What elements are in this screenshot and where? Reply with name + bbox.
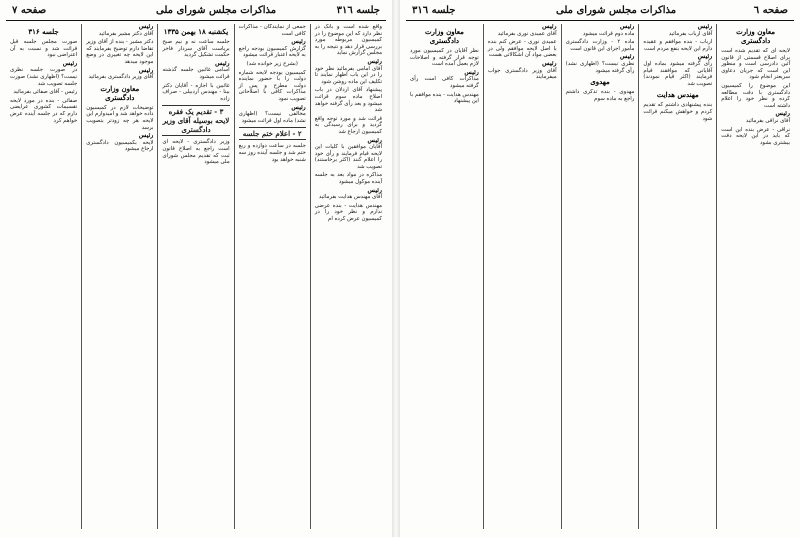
left-page [0, 0, 392, 537]
paragraph: آقای وزیر دادگستری جواب میفرمایند [487, 67, 557, 81]
right-session-label: جلسه ٣١٦ [412, 5, 456, 16]
paragraph: توضیحات لازم در کمیسیون داده خواهد شد و امیدوارم این لایحه هر چه زودتر بتصویب برسد [86, 104, 154, 131]
speaker-name: رئیس [367, 57, 382, 65]
section-heading: معاون وزارت دادگستری [100, 83, 140, 102]
paragraph: مهندس هدایت - بنده موافقم با این پیشنهاد [410, 91, 479, 105]
text-column [716, 24, 794, 529]
text-column [638, 24, 716, 529]
paragraph: صورت مجلس جلسه قبل قرائت شد و نسبت به آن اعتراضی نبود [9, 39, 78, 59]
section-heading: معاون وزارت دادگستری [736, 27, 776, 45]
paragraph: آقای وزیر دادگستری بفرمائید [88, 74, 154, 81]
text-column [157, 24, 233, 529]
paragraph: نظری نیست؟ (اظهاری نشد) رأی گرفته میشود [565, 60, 635, 74]
speaker-name: رئیس [62, 59, 78, 67]
speaker-name: رئیس [138, 132, 154, 140]
agenda-heading: ۳ - تقدیم یک فقره لایحه بوسیله آقای وزیر دادگستری [162, 107, 230, 135]
agenda-heading: ۲ - اعلام ختم جلسه [239, 127, 306, 140]
page-gutter [392, 0, 400, 537]
paragraph: اسامی غائبین جلسه گذشته قرائت میشود [162, 67, 230, 80]
paragraph: در صورت جلسه نظری نیست؟ (اظهاری نشد) صورت جلسه تصویب شد [9, 67, 78, 87]
right-columns [406, 24, 794, 529]
paragraph: مهندس هدایت - بنده عرضی ندارم و نظر خود را در کمیسیون عرض کرده ام [314, 202, 382, 223]
paragraph: مذاکرات کافی است رأی گرفته میشود [410, 76, 479, 89]
right-header-title: مذاکرات مجلس شورای ملی [556, 5, 677, 16]
paragraph: آقای نراقی بفرمائید [745, 117, 790, 124]
text-column [483, 24, 561, 529]
paragraph: مذاکره در مواد بعد به جلسه آینده موکول میشود [314, 172, 382, 186]
speaker-name: رئیس [291, 38, 306, 46]
paragraph: جلسه در ساعت دوازده و ربع ختم شد و جلسه آینده روز سه شنبه خواهد بود [238, 143, 306, 163]
right-running-head [406, 4, 794, 21]
paragraph: مخالفی نیست؟ (اظهاری نشد) ماده اول قرائت میشود [238, 111, 306, 124]
paragraph: آقای مهندس هدایت بفرمائید [318, 194, 382, 201]
speaker-name: رئیس [367, 186, 382, 194]
section-heading: معاون وزارت دادگستری [424, 27, 464, 45]
speaker-name: رئیس [291, 103, 306, 111]
left-columns [6, 24, 386, 529]
speaker-name: رئیس [619, 53, 635, 61]
paragraph: قرائت شد و مورد توجه واقع گردید و برای رسیدگی به کمیسیون ارجاع شد [314, 115, 382, 135]
speaker-name: رئیس [542, 59, 557, 67]
paragraph: آقای ارباب بفرمائید [668, 30, 713, 37]
speaker-name: رئیس [138, 24, 154, 30]
section-heading: یکشنبه ۱۸ بهمن ۱۳۳۵ [163, 27, 229, 36]
paragraph: جلسه ساعت نه و نیم صبح بریاست آقای سردار فاخر حکمت تشکیل گردید [162, 39, 230, 59]
paragraph: آقایان موافقین با کلیات این لایحه قیام فرمایند و رأی خود را اعلام کنند (اکثر برخاستند) تصویب شد [314, 144, 382, 170]
speaker-name: رئیس [464, 68, 479, 76]
paragraph: ارباب - بنده موافقم و عقیده دارم این لایحه بنفع مردم است [643, 39, 713, 52]
section-heading: جلسه ۳۱۶ [28, 27, 59, 36]
left-page-label: صفحه ٧ [12, 5, 47, 16]
text-column [561, 24, 639, 529]
text-column [310, 24, 386, 529]
paragraph: لایحه بکمیسیون دادگستری ارجاع میشود [86, 139, 154, 153]
speaker-name: رئیس [697, 24, 713, 30]
speaker-name: رئیس [542, 24, 557, 30]
paragraph: آقای امامی بفرمائید نظر خود را در این باب اظهار نمایند تا تکلیف این ماده روشن شود [314, 65, 382, 85]
right-page-label: صفحه ٦ [753, 5, 788, 16]
speaker-name: رئیس [775, 110, 790, 118]
paragraph: لایحه ای که تقدیم شده است برای اصلاح قسمتی از قانون آئین دادرسی است و منظور این است که جریان دعاوی سریعتر انجام شود [721, 48, 790, 81]
parenthetical-note: (بشرح زیر خوانده شد) [246, 60, 298, 67]
text-column [406, 24, 483, 529]
text-column [6, 24, 81, 529]
paragraph: عمیدی نوری - عرض کنم بنده با اصل لایحه موافقم ولی در بعضی مواد آن اشکالاتی هست [487, 39, 557, 59]
paragraph: ماده دوم قرائت میشود [582, 30, 635, 37]
paragraph: ماده ۲ - وزارت دادگستری مأمور اجرای این قانون است [565, 39, 635, 52]
paragraph: دکتر مشیر - بنده از آقای وزیر تقاضا دارم توضیح بفرمایند که این لایحه چه تغییری در وضع موجود میدهد [86, 39, 154, 65]
paragraph: گزارش کمیسیون بودجه راجع به لایحه اعتبار قرائت میشود [238, 45, 306, 59]
left-header-title: مذاکرات مجلس شورای ملی [156, 5, 277, 16]
paragraph: آقای دکتر مشیر بفرمائید [98, 30, 154, 37]
right-page [400, 0, 800, 537]
paragraph: بنده پیشنهادی داشتم که تقدیم کردم و خواهش میکنم قرائت شود [643, 102, 713, 122]
paragraph: وزیر دادگستری - لایحه ای است راجع به اصلاح قانون ثبت که تقدیم مجلس شورای ملی میشود [162, 139, 230, 166]
speaker-name: رئیس [697, 53, 713, 61]
speaker-name: رئیس [619, 24, 635, 30]
paragraph: نظر آقایان در کمیسیون مورد توجه قرار گرفته و اصلاحات لازم بعمل آمده است [410, 48, 479, 68]
speaker-name: رئیس [138, 66, 154, 74]
paragraph: رأی گرفته میشود بماده اول آقایانی که موافقند قیام فرمایند (اکثر قیام نمودند) تصویب شد [643, 60, 713, 87]
left-running-head [6, 4, 386, 21]
paragraph: این موضوع را کمیسیون دادگستری با دقت مطالعه کرده و نظر خود را اعلام داشته است [721, 82, 790, 109]
text-column [81, 24, 157, 529]
paragraph: رئیس - آقای صفائی بفرمائید [13, 89, 78, 96]
paragraph: واقع شده است و بانک در نظر دارد که این موضوع را در کمیسیون مربوطه مورد بررسی قرار دهد و نتیجه را به مجلس گزارش نماید [314, 24, 382, 57]
text-column [234, 24, 310, 529]
section-heading: مهندس هدایت [656, 90, 699, 100]
paragraph: نراقی - عرض بنده این است که باید در این لایحه دقت بیشتری بشود [721, 126, 790, 146]
speaker-name: رئیس [215, 59, 230, 67]
paragraph: پیشنهاد آقای اردلان در باب اصلاح ماده سوم قرائت میشود و بعد رأی گرفته خواهد شد [314, 87, 382, 114]
paragraph: مهدوی - بنده تذکری داشتم راجع به ماده سوم [565, 89, 635, 102]
section-heading: مهدوی [590, 77, 610, 87]
left-session-label: جلسه ٣١٦ [336, 5, 380, 16]
paragraph: کمیسیون بودجه لایحه شماره دولت را با حضور نماینده دولت مطرح و پس از مذاکرات کافی با اصلاحاتی تصویب نمود [238, 69, 306, 102]
paragraph: جمعی از نمایندگان - مذاکرات کافی است [238, 24, 306, 37]
paragraph: صفائی - بنده در مورد لایحه تقسیمات کشوری عرایضی دارم که در جلسه آینده عرض خواهم کرد [9, 97, 78, 124]
speaker-name: رئیس [367, 136, 382, 144]
paragraph: آقای عمیدی نوری بفرمائید [497, 30, 557, 37]
paragraph: غائبین با اجازه - آقایان دکتر بینا - مهندس اردبیلی - صراف زاده [162, 82, 230, 102]
